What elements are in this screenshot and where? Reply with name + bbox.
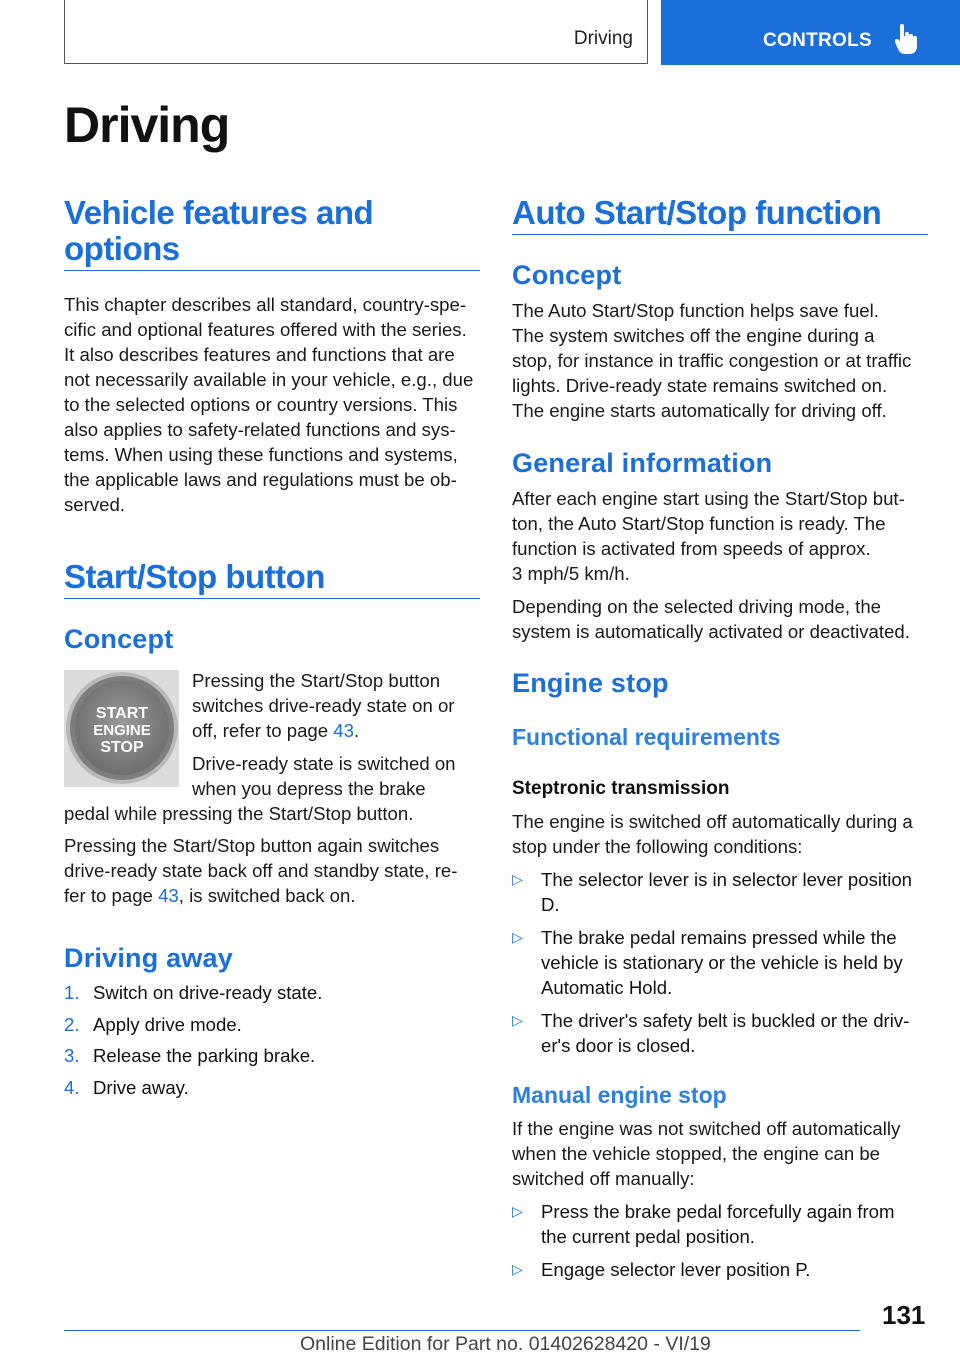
text-line: not necessarily available in your vehicle, e.g., due xyxy=(64,369,474,390)
triangle-bullet-icon: ▷ xyxy=(512,1012,523,1028)
text-line: the current pedal position. xyxy=(541,1226,755,1247)
text-line: vehicle is stationary or the vehicle is held by xyxy=(541,952,903,973)
section-rule xyxy=(64,598,480,599)
list-item xyxy=(64,1014,322,1046)
text-line: Engage selector lever position P. xyxy=(541,1259,811,1280)
page-link-43[interactable]: 43 xyxy=(333,720,354,741)
section-rule xyxy=(512,234,928,235)
auto-concept-heading: Concept xyxy=(512,260,622,290)
text-line: ton, the Auto Start/Stop function is ready. The xyxy=(512,513,886,534)
manual-engine-stop-heading: Manual engine stop xyxy=(512,1082,727,1108)
text-line: Depending on the selected driving mode, the xyxy=(512,596,882,617)
text-fragment: off, refer to page xyxy=(192,720,334,741)
button-label-stop: STOP xyxy=(100,739,144,756)
start-stop-p3 xyxy=(64,833,484,908)
text-line: The engine is switched off automatically during a xyxy=(512,811,913,832)
text-line xyxy=(192,718,482,743)
button-label-start: START xyxy=(95,705,149,722)
triangle-bullet-icon: ▷ xyxy=(512,871,523,887)
text-line: The Auto Start/Stop function helps save fuel. xyxy=(512,300,879,321)
header-section-box xyxy=(64,0,648,64)
list-item xyxy=(512,1008,932,1058)
text-line: when the vehicle stopped, the engine can be xyxy=(512,1143,881,1164)
text-line: Press the brake pedal forcefully again from xyxy=(541,1201,895,1222)
text-line: switches drive-ready state on or xyxy=(192,695,455,716)
pointing-hand-icon xyxy=(895,24,917,54)
page-title: Driving xyxy=(64,97,230,153)
engine-stop-heading: Engine stop xyxy=(512,668,669,698)
start-stop-p2a xyxy=(192,751,482,801)
driving-away-steps xyxy=(64,982,322,1108)
list-item xyxy=(64,1045,322,1077)
steptronic-heading: Steptronic transmission xyxy=(512,778,730,799)
text-line: pedal while pressing the Start/Stop button. xyxy=(64,803,414,824)
driving-away-heading: Driving away xyxy=(64,943,233,973)
step-number: 2. xyxy=(64,1013,80,1035)
step-number: 4. xyxy=(64,1076,80,1098)
footer-edition: Online Edition for Part no. 01402628420 - VI/19 xyxy=(300,1333,711,1355)
steptronic-text xyxy=(512,809,932,859)
section-rule xyxy=(64,270,480,271)
text-line: This chapter describes all standard, country-spe- xyxy=(64,294,467,315)
start-stop-p2b xyxy=(64,801,484,826)
vehicle-features-text xyxy=(64,292,484,517)
step-text: Release the parking brake. xyxy=(93,1045,316,1066)
text-line: lights. Drive-ready state remains switched on. xyxy=(512,375,888,396)
step-text: Switch on drive-ready state. xyxy=(93,982,323,1003)
text-line: If the engine was not switched off automatically xyxy=(512,1118,901,1139)
text-line: the applicable laws and regulations must be ob- xyxy=(64,469,457,490)
step-number: 3. xyxy=(64,1045,80,1066)
start-engine-stop-button-illustration xyxy=(64,670,179,787)
start-stop-p1 xyxy=(192,668,482,743)
steptronic-conditions xyxy=(512,867,932,1058)
text-fragment: , is switched back on. xyxy=(178,885,356,906)
text-line: drive-ready state back off and standby state, re- xyxy=(64,860,458,881)
text-line: Automatic Hold. xyxy=(541,977,673,998)
text-line: Pressing the Start/Stop button xyxy=(192,670,441,691)
vehicle-features-heading xyxy=(64,195,484,267)
auto-start-stop-heading: Auto Start/Stop function xyxy=(512,194,882,231)
list-item xyxy=(512,1199,932,1249)
text-line: also applies to safety-related functions and sys- xyxy=(64,419,456,440)
manual-engine-stop-list xyxy=(512,1199,932,1282)
text-line: er's door is closed. xyxy=(541,1035,696,1056)
header-chapter-tab[interactable] xyxy=(661,0,960,65)
list-item xyxy=(512,867,932,917)
step-text: Apply drive mode. xyxy=(93,1013,242,1035)
auto-concept-text xyxy=(512,298,932,423)
text-line: function is activated from speeds of approx. xyxy=(512,538,871,559)
text-line: stop, for instance in traffic congestion or at traffic xyxy=(512,350,912,371)
text-line: cific and optional features offered with the series. xyxy=(64,319,467,340)
step-number: 1. xyxy=(64,982,80,1003)
text-line xyxy=(64,883,484,908)
text-line: system is automatically activated or deactivated. xyxy=(512,621,910,642)
list-item xyxy=(64,1077,322,1109)
text-line: tems. When using these functions and systems, xyxy=(64,444,458,465)
start-stop-heading: Start/Stop button xyxy=(64,558,325,595)
text-line: when you depress the brake xyxy=(192,778,426,799)
triangle-bullet-icon: ▷ xyxy=(512,1261,523,1277)
text-line: The selector lever is in selector lever position xyxy=(541,869,913,890)
general-information-text xyxy=(512,486,932,586)
text-line: It also describes features and functions that are xyxy=(64,344,455,365)
list-item xyxy=(512,1257,932,1282)
page-link-43[interactable]: 43 xyxy=(158,885,179,906)
vehicle-features-heading-line2: options xyxy=(64,230,180,267)
start-stop-button-image xyxy=(64,670,179,787)
text-line: The driver's safety belt is buckled or the driv- xyxy=(541,1010,910,1031)
vehicle-features-heading-line1: Vehicle features and xyxy=(64,194,374,231)
page-number: 131 xyxy=(882,1300,926,1330)
triangle-bullet-icon: ▷ xyxy=(512,929,523,945)
text-line: The brake pedal remains pressed while the xyxy=(541,927,897,948)
list-item xyxy=(64,982,322,1014)
text-line: to the selected options or country versions. This xyxy=(64,394,458,415)
text-line: Drive-ready state is switched on xyxy=(192,753,456,774)
header-chapter-label: CONTROLS xyxy=(763,30,873,51)
list-item xyxy=(512,925,932,1000)
text-line: The system switches off the engine during a xyxy=(512,325,875,346)
start-stop-concept-heading: Concept xyxy=(64,624,174,654)
button-label-engine: ENGINE xyxy=(93,722,151,739)
footer-rule xyxy=(64,1330,860,1331)
text-line: served. xyxy=(64,494,125,515)
general-information-text-2 xyxy=(512,594,932,644)
text-line: Pressing the Start/Stop button again switches xyxy=(64,835,440,856)
text-fragment: . xyxy=(353,720,360,741)
text-line: After each engine start using the Start/Stop but- xyxy=(512,488,905,509)
text-line: D. xyxy=(541,894,560,915)
text-line: stop under the following conditions: xyxy=(512,836,803,857)
text-line: The engine starts automatically for driving off. xyxy=(512,400,887,421)
triangle-bullet-icon: ▷ xyxy=(512,1203,523,1219)
manual-engine-stop-text xyxy=(512,1116,932,1191)
text-line: switched off manually: xyxy=(512,1168,695,1189)
header-section-label: Driving xyxy=(573,28,633,49)
text-fragment: fer to page xyxy=(64,885,159,906)
text-line: 3 mph/5 km/h. xyxy=(512,563,630,584)
functional-requirements-heading: Functional requirements xyxy=(512,724,781,750)
step-text: Drive away. xyxy=(93,1076,189,1098)
general-information-heading: General information xyxy=(512,448,773,478)
